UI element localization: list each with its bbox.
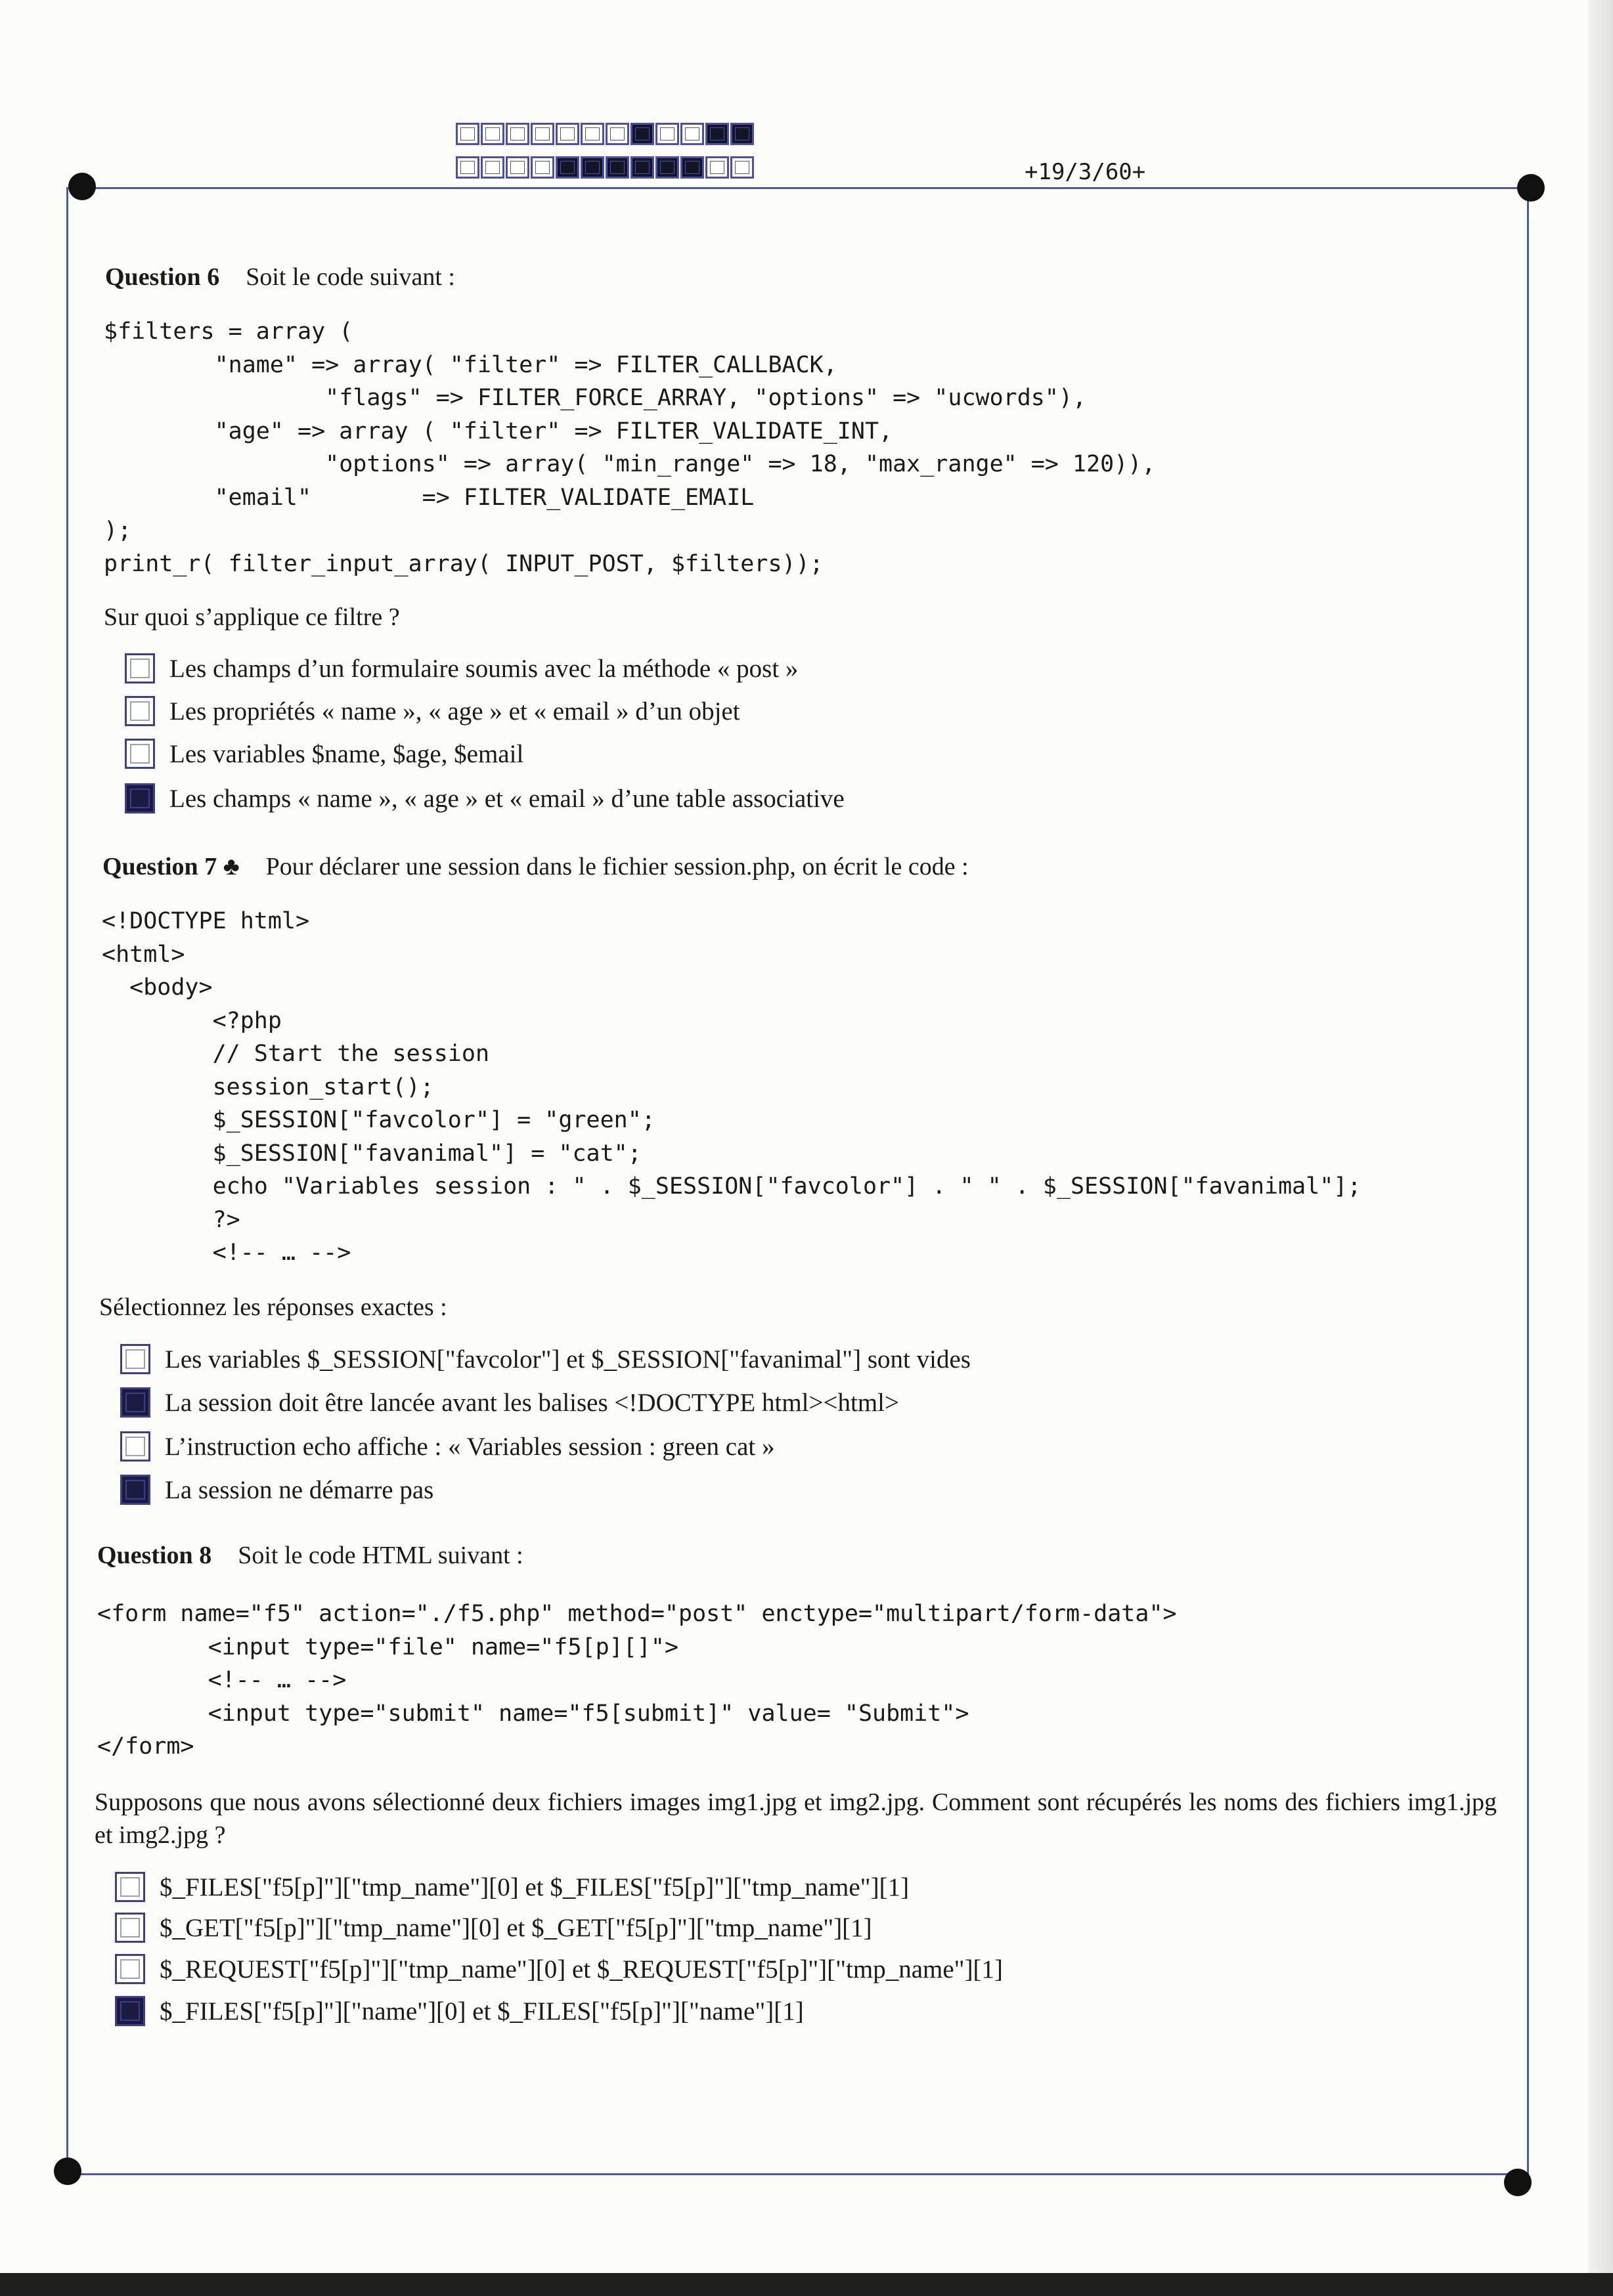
answer-label: La session ne démarre pas bbox=[165, 1475, 434, 1504]
club-icon: ♣ bbox=[223, 853, 240, 880]
answer-option[interactable] bbox=[115, 1954, 1003, 1984]
question-8-code bbox=[97, 1597, 1177, 1764]
question-6-code bbox=[104, 315, 1155, 580]
question-text: Soit le code HTML suivant : bbox=[238, 1542, 523, 1569]
code-box bbox=[531, 156, 554, 179]
question-label: Question 6 bbox=[105, 263, 220, 291]
answer-label: La session doit être lancée avant les balises <!DOCTYPE html><html> bbox=[165, 1388, 899, 1417]
code-box bbox=[630, 156, 654, 179]
answer-label: Les variables $_SESSION["favcolor"] et $_SESSION["favanimal"] sont vides bbox=[165, 1345, 971, 1374]
checked-checkbox-icon[interactable] bbox=[120, 1475, 150, 1505]
code-box bbox=[581, 123, 604, 145]
answer-option[interactable] bbox=[120, 1431, 775, 1462]
code-line: <?php bbox=[102, 1007, 282, 1034]
code-row-bottom bbox=[456, 156, 754, 179]
checkbox-icon[interactable] bbox=[120, 1431, 150, 1462]
answer-label: Les variables $name, $age, $email bbox=[169, 739, 524, 768]
answer-option[interactable] bbox=[120, 1344, 971, 1374]
answer-option[interactable] bbox=[120, 1387, 899, 1418]
code-line: <!-- … --> bbox=[102, 1240, 351, 1266]
code-line: print_r( filter_input_array( INPUT_POST, $filters)); bbox=[104, 550, 824, 577]
checkbox-icon[interactable] bbox=[120, 1344, 150, 1374]
code-box bbox=[655, 123, 679, 145]
code-box bbox=[705, 123, 729, 145]
code-box bbox=[730, 156, 754, 179]
code-box bbox=[630, 123, 654, 145]
code-line: $filters = array ( bbox=[104, 318, 353, 345]
code-line: <input type="file" name="f5[p][]"> bbox=[97, 1634, 679, 1660]
checkbox-icon[interactable] bbox=[125, 739, 155, 769]
checkbox-icon[interactable] bbox=[115, 1872, 145, 1902]
code-line: <body> bbox=[102, 974, 213, 1001]
checked-checkbox-icon[interactable] bbox=[125, 783, 155, 813]
code-box bbox=[456, 156, 479, 179]
code-row-top bbox=[456, 123, 754, 145]
code-box bbox=[606, 156, 629, 179]
code-line: "options" => array( "min_range" => 18, "max_range" => 120)), bbox=[104, 451, 1156, 477]
question-text: Soit le code suivant : bbox=[246, 263, 455, 291]
checkbox-icon[interactable] bbox=[125, 653, 155, 683]
code-box bbox=[481, 156, 504, 179]
corner-dot-top-right bbox=[1517, 174, 1545, 202]
code-line: "age" => array ( "filter" => FILTER_VALIDATE_INT, bbox=[104, 418, 893, 444]
checkbox-icon[interactable] bbox=[115, 1913, 145, 1943]
question-6-prompt: Sur quoi s’applique ce filtre ? bbox=[104, 603, 400, 631]
checked-checkbox-icon[interactable] bbox=[115, 1996, 145, 2026]
code-line: "email" => FILTER_VALIDATE_EMAIL bbox=[104, 484, 755, 511]
answer-label: Les champs « name », « age » et « email » d’une table associative bbox=[169, 784, 845, 813]
answer-option[interactable] bbox=[115, 1872, 909, 1902]
frame-right-line bbox=[1527, 187, 1529, 2180]
code-line: // Start the session bbox=[102, 1041, 490, 1067]
corner-dot-top-left bbox=[68, 173, 96, 200]
code-line: session_start(); bbox=[102, 1073, 434, 1100]
checkbox-icon[interactable] bbox=[125, 696, 155, 726]
code-box bbox=[581, 156, 604, 179]
question-7-prompt: Sélectionnez les réponses exactes : bbox=[99, 1293, 447, 1321]
question-text: Pour déclarer une session dans le fichier session.php, on écrit le code : bbox=[265, 853, 969, 880]
code-line: <html> bbox=[102, 941, 185, 968]
code-box bbox=[680, 156, 704, 179]
answer-option[interactable] bbox=[115, 1996, 804, 2026]
frame-top-line bbox=[82, 187, 1530, 189]
answer-option[interactable] bbox=[115, 1913, 872, 1943]
question-label: Question 8 bbox=[97, 1542, 212, 1569]
code-box bbox=[506, 123, 529, 145]
code-line: <input type="submit" name="f5[submit]" value= "Submit"> bbox=[97, 1700, 969, 1727]
answer-option[interactable] bbox=[125, 739, 523, 769]
question-8-prompt: Supposons que nous avons sélectionné deux fichiers images img1.jpg et img2.jpg. Comment sont récupérés les noms des fichiers img1.jpg et img2.jpg ? bbox=[95, 1788, 1497, 1849]
code-box bbox=[680, 123, 704, 145]
answer-label: $_FILES["f5[p]"]["tmp_name"][0] et $_FILES["f5[p]"]["tmp_name"][1] bbox=[160, 1873, 910, 1901]
question-7-code bbox=[102, 905, 1361, 1270]
question-6-title bbox=[105, 263, 455, 292]
code-line: $_SESSION["favcolor"] = "green"; bbox=[102, 1107, 655, 1133]
code-line: echo "Variables session : " . $_SESSION["favcolor"] . " " . $_SESSION["favanimal"]; bbox=[102, 1173, 1361, 1200]
page-id: +19/3/60+ bbox=[1025, 159, 1146, 185]
code-line: ?> bbox=[102, 1206, 240, 1233]
answer-option[interactable] bbox=[125, 653, 798, 683]
corner-dot-bottom-left bbox=[54, 2157, 81, 2185]
code-line: $_SESSION["favanimal"] = "cat"; bbox=[102, 1140, 642, 1167]
checked-checkbox-icon[interactable] bbox=[120, 1387, 150, 1418]
code-box bbox=[606, 123, 629, 145]
question-7-title bbox=[102, 852, 969, 881]
code-box bbox=[705, 156, 729, 179]
answer-option[interactable] bbox=[120, 1475, 433, 1505]
question-8-title bbox=[97, 1541, 523, 1570]
code-box bbox=[655, 156, 679, 179]
code-box bbox=[531, 123, 554, 145]
code-box bbox=[481, 123, 504, 145]
answer-label: Les propriétés « name », « age » et « email » d’un objet bbox=[169, 697, 740, 726]
code-box bbox=[556, 123, 579, 145]
code-line: "flags" => FILTER_FORCE_ARRAY, "options" => "ucwords"), bbox=[104, 385, 1087, 411]
code-box bbox=[456, 123, 479, 145]
page-edge bbox=[1588, 0, 1613, 2296]
corner-dot-bottom-right bbox=[1504, 2169, 1532, 2196]
answer-label: $_GET["f5[p]"]["tmp_name"][0] et $_GET["f5[p]"]["tmp_name"][1] bbox=[160, 1913, 872, 1942]
answer-option[interactable] bbox=[125, 696, 740, 726]
answer-label: L’instruction echo affiche : « Variables session : green cat » bbox=[165, 1432, 775, 1461]
checkbox-icon[interactable] bbox=[115, 1954, 145, 1984]
code-line: "name" => array( "filter" => FILTER_CALLBACK, bbox=[104, 351, 837, 378]
answer-option[interactable] bbox=[125, 783, 845, 813]
question-label: Question 7 ♣ bbox=[102, 853, 240, 880]
answer-label: Les champs d’un formulaire soumis avec la méthode « post » bbox=[169, 654, 799, 683]
code-box bbox=[556, 156, 579, 179]
frame-left-line bbox=[66, 187, 68, 2177]
code-box bbox=[730, 123, 754, 145]
code-line: </form> bbox=[97, 1733, 194, 1760]
code-line: <!DOCTYPE html> bbox=[102, 908, 310, 934]
code-line: <form name="f5" action="./f5.php" method="post" enctype="multipart/form-data"> bbox=[97, 1601, 1177, 1627]
frame-bottom-line bbox=[66, 2173, 1518, 2175]
code-line: <!-- … --> bbox=[97, 1667, 347, 1693]
code-box bbox=[506, 156, 529, 179]
answer-label: $_REQUEST["f5[p]"]["tmp_name"][0] et $_REQUEST["f5[p]"]["tmp_name"][1] bbox=[160, 1955, 1004, 1983]
page-bottom-edge bbox=[0, 2273, 1613, 2296]
answer-label: $_FILES["f5[p]"]["name"][0] et $_FILES["f5[p]"]["name"][1] bbox=[160, 1997, 804, 2025]
code-line: ); bbox=[104, 517, 132, 544]
